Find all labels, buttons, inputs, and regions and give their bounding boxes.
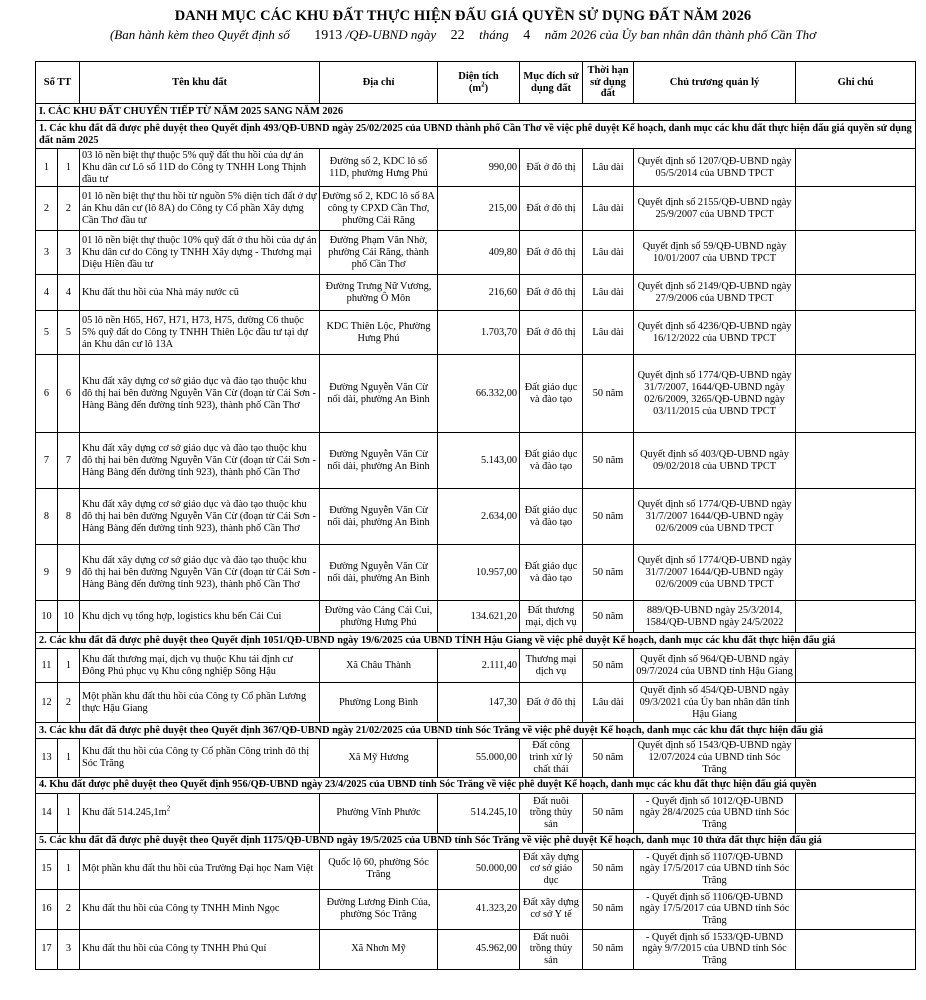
row-number: 9 [36,545,58,601]
land-purpose: Đất nuôi trồng thủy sản [520,793,583,833]
land-note [796,187,916,231]
group-row-number: 1 [58,849,80,889]
row-number: 12 [36,683,58,723]
table-row [36,489,916,545]
table-row [36,311,916,355]
land-area: 147,30 [438,683,520,723]
header-policy: Chủ trương quản lý [634,62,796,104]
land-policy: Quyết định số 1543/QĐ-UBND ngày 12/07/2024 của UBND tỉnh Sóc Trăng [634,739,796,777]
land-area: 990,00 [438,149,520,187]
land-term: Lâu dài [583,187,634,231]
land-term: Lâu dài [583,311,634,355]
table-row [36,649,916,683]
land-name: Khu đất xây dựng cơ sở giáo dục và đào tạo thuộc khu đô thị hai bên đường Nguyễn Văn Cừ (đoạn từ Cái Sơn - Hàng Bàng đến đường tỉnh 923), thành phố Cần Thơ [80,355,320,433]
header-area-unit: (m [468,82,482,94]
decision-number: 1913 [314,28,343,43]
land-area: 134.621,20 [438,601,520,633]
table-row [36,601,916,633]
table-row [36,149,916,187]
table-row [36,683,916,723]
land-address: Đường vào Cảng Cái Cui, phường Hưng Phú [320,601,438,633]
table-row [36,433,916,489]
land-policy: Quyết định số 2155/QĐ-UBND ngày 25/9/2007 của UBND TPCT [634,187,796,231]
land-policy: Quyết định số 4236/QĐ-UBND ngày 16/12/2022 của UBND TPCT [634,311,796,355]
land-area: 45.962,00 [438,929,520,969]
land-note [796,355,916,433]
land-term: Lâu dài [583,683,634,723]
land-address: Đường Nguyễn Văn Cừ nối dài, phường An Bình [320,433,438,489]
land-name [80,793,320,833]
row-number: 5 [36,311,58,355]
land-policy: 889/QĐ-UBND ngày 25/3/2014, 1584/QĐ-UBND ngày 24/5/2022 [634,601,796,633]
row-number: 2 [36,187,58,231]
land-policy: - Quyết định số 1107/QĐ-UBND ngày 17/5/2017 của UBND tỉnh Sóc Trăng [634,849,796,889]
row-number: 10 [36,601,58,633]
land-name: Khu đất thương mại, dịch vụ thuộc Khu tái định cư Đông Phú phục vụ Khu công nghiệp Sông Hậu [80,649,320,683]
land-name: Khu đất thu hồi của Công ty TNHH Phú Quí [80,929,320,969]
land-name-text: Khu đất 514.245,1m [82,807,167,819]
group-row-number: 8 [58,489,80,545]
header-area [438,62,520,104]
group-heading: 2. Các khu đất đã được phê duyệt theo Quyết định 1051/QĐ-UBND ngày 19/6/2025 của UBND TỈNH Hậu Giang về việc phê duyệt Kế hoạch, danh mục các khu đất thực hiện đấu giá [36,633,916,649]
land-name: 01 lô nền biệt thự thuộc 10% quỹ đất ở thu hồi của dự án Khu dân cư do Công ty TNHH Xây dựng - Thương mại Diệu Hiền đầu tư [80,231,320,275]
land-purpose: Đất ở đô thị [520,275,583,311]
land-policy: Quyết định số 403/QĐ-UBND ngày 09/02/2018 của UBND TPCT [634,433,796,489]
table-row [36,355,916,433]
group-heading: 3. Các khu đất đã được phê duyệt theo Quyết định 367/QĐ-UBND ngày 21/02/2025 của UBND tỉnh Sóc Trăng về việc phê duyệt Kế hoạch, danh mục các khu đất thực hiện đấu giá [36,723,916,739]
land-address: Đường Lương Đình Của, phường Sóc Trăng [320,889,438,929]
land-term: 50 năm [583,849,634,889]
table-row [36,275,916,311]
group-heading-row [36,833,916,849]
land-purpose: Đất xây dựng cơ sở giáo dục [520,849,583,889]
land-name: Một phần khu đất thu hồi của Trường Đại học Nam Việt [80,849,320,889]
land-note [796,311,916,355]
table-body [36,104,916,970]
land-purpose: Đất thương mại, dịch vụ [520,601,583,633]
group-row-number: 2 [58,683,80,723]
subtitle-suffix: năm 2026 của Ủy ban nhân dân thành phố Cần Thơ [544,27,817,42]
group-row-number: 10 [58,601,80,633]
land-address: Đường Nguyễn Văn Cừ nối dài, phường An Bình [320,545,438,601]
land-name: Khu đất xây dựng cơ sở giáo dục và đào tạo thuộc khu đô thị hai bên đường Nguyễn Văn Cừ (đoạn từ Cái Sơn - Hàng Bàng đến đường tỉnh 923), thành phố Cần Thơ [80,545,320,601]
land-area: 41.323,20 [438,889,520,929]
document-subtitle [0,27,926,44]
table-row [36,187,916,231]
land-name: Một phần khu đất thu hồi của Công ty Cổ phần Lương thực Hậu Giang [80,683,320,723]
land-address: Đường Phạm Văn Nhờ, phường Cái Răng, thành phố Cần Thơ [320,231,438,275]
land-term: 50 năm [583,355,634,433]
header-stt: Số TT [36,62,80,104]
land-area: 216,60 [438,275,520,311]
land-area: 2.111,40 [438,649,520,683]
land-address: Xã Nhơn Mỹ [320,929,438,969]
group-row-number: 9 [58,545,80,601]
table-row [36,849,916,889]
table-row [36,739,916,777]
land-purpose: Đất giáo dục và đào tạo [520,433,583,489]
land-policy: Quyết định số 1774/QĐ-UBND ngày 31/7/2007 1644/QĐ-UBND ngày 02/6/2009 của UBND TPCT [634,489,796,545]
land-term: 50 năm [583,649,634,683]
land-area: 215,00 [438,187,520,231]
land-name: Khu đất thu hồi của Nhà máy nước cũ [80,275,320,311]
land-note [796,545,916,601]
table-row [36,231,916,275]
land-note [796,231,916,275]
group-heading: 1. Các khu đất đã được phê duyệt theo Quyết định 493/QĐ-UBND ngày 25/02/2025 của UBND thành phố Cần Thơ về việc phê duyệt Kế hoạch, danh mục các khu đất thực hiện đấu giá quyền sử dụng đất năm 2025 [36,121,916,149]
group-row-number: 2 [58,889,80,929]
row-number: 3 [36,231,58,275]
subtitle-mid2: tháng [479,27,509,42]
header-name: Tên khu đất [80,62,320,104]
land-note [796,889,916,929]
land-address: Đường số 2, KDC lô số 11D, phường Hưng Phú [320,149,438,187]
land-term: Lâu dài [583,149,634,187]
land-term: 50 năm [583,889,634,929]
group-row-number: 6 [58,355,80,433]
table-row [36,793,916,833]
land-term: 50 năm [583,489,634,545]
header-address: Địa chỉ [320,62,438,104]
header-area-unit-end: ) [484,82,489,94]
land-address: Xã Mỹ Hương [320,739,438,777]
header-area-label: Diện tích [458,70,499,82]
header-row [36,62,916,104]
group-heading-row [36,121,916,149]
row-number: 11 [36,649,58,683]
section-heading: I. CÁC KHU ĐẤT CHUYỂN TIẾP TỪ NĂM 2025 SANG NĂM 2026 [36,104,916,121]
land-purpose: Đất ở đô thị [520,231,583,275]
table-row [36,545,916,601]
land-note [796,849,916,889]
land-note [796,683,916,723]
land-purpose: Đất xây dựng cơ sở Y tế [520,889,583,929]
land-purpose: Thương mại dịch vụ [520,649,583,683]
land-purpose: Đất ở đô thị [520,149,583,187]
land-purpose: Đất nuôi trồng thủy sản [520,929,583,969]
land-note [796,649,916,683]
group-row-number: 1 [58,793,80,833]
subtitle-prefix: (Ban hành kèm theo Quyết định số [109,27,290,42]
row-number: 7 [36,433,58,489]
land-term: 50 năm [583,793,634,833]
land-policy: Quyết định số 1774/QĐ-UBND ngày 31/7/2007, 1644/QĐ-UBND ngày 02/6/2009, 3265/QĐ-UBND ngày 03/11/2015 của UBND TPCT [634,355,796,433]
land-purpose: Đất ở đô thị [520,683,583,723]
land-policy: Quyết định số 1207/QĐ-UBND ngày 05/5/2014 của UBND TPCT [634,149,796,187]
land-name-sup: 2 [166,804,171,813]
header-term: Thời hạn sử dụng đất [583,62,634,104]
land-policy: Quyết định số 59/QĐ-UBND ngày 10/01/2007 của UBND TPCT [634,231,796,275]
row-number: 15 [36,849,58,889]
land-name: Khu dịch vụ tổng hợp, logistics khu bến Cái Cui [80,601,320,633]
group-heading-row [36,723,916,739]
land-policy: - Quyết định số 1106/QĐ-UBND ngày 17/5/2017 của UBND tỉnh Sóc Trăng [634,889,796,929]
row-number: 6 [36,355,58,433]
land-area: 1.703,70 [438,311,520,355]
table-row [36,889,916,929]
land-note [796,601,916,633]
land-term: 50 năm [583,739,634,777]
group-row-number: 5 [58,311,80,355]
header-purpose: Mục đích sử dụng đất [520,62,583,104]
land-address: Đường Nguyễn Văn Cừ nối dài, phường An Bình [320,489,438,545]
land-note [796,275,916,311]
land-area: 10.957,00 [438,545,520,601]
land-name: Khu đất xây dựng cơ sở giáo dục và đào tạo thuộc khu đô thị hai bên đường Nguyễn Văn Cừ (đoạn từ Cái Sơn - Hàng Bàng đến đường tỉnh 923), thành phố Cần Thơ [80,489,320,545]
land-area: 50.000,00 [438,849,520,889]
land-policy: Quyết định số 964/QĐ-UBND ngày 09/7/2024 của UBND tỉnh Hậu Giang [634,649,796,683]
document-title: DANH MỤC CÁC KHU ĐẤT THỰC HIỆN ĐẤU GIÁ QUYỀN SỬ DỤNG ĐẤT NĂM 2026 [174,8,752,24]
land-note [796,793,916,833]
group-heading-row [36,633,916,649]
land-area: 2.634,00 [438,489,520,545]
land-note [796,489,916,545]
subtitle-mid1: /QĐ-UBND ngày [345,27,437,42]
land-address: Xã Châu Thành [320,649,438,683]
land-purpose: Đất giáo dục và đào tạo [520,489,583,545]
group-heading-row [36,777,916,793]
land-address: Đường số 2, KDC lô số 8A công ty CPXD Cần Thơ, phường Cái Răng [320,187,438,231]
land-address: Phường Vĩnh Phước [320,793,438,833]
land-address: Quốc lộ 60, phường Sóc Trăng [320,849,438,889]
group-row-number: 1 [58,649,80,683]
land-address: Phường Long Bình [320,683,438,723]
row-number: 14 [36,793,58,833]
land-term: 50 năm [583,929,634,969]
land-address: KDC Thiên Lộc, Phường Hưng Phú [320,311,438,355]
land-name: 03 lô nền biệt thự thuộc 5% quỹ đất thu hồi của dự án Khu dân cư Lô số 11D do Công ty TNHH Long Thịnh đầu tư [80,149,320,187]
land-list-table [35,61,916,970]
group-heading: 4. Khu đất được phê duyệt theo Quyết định 956/QĐ-UBND ngày 23/4/2025 của UBND tỉnh Sóc Trăng về việc phê duyệt Kế hoạch, danh mục các khu đất thực hiện đấu giá quyền [36,777,916,793]
land-policy: Quyết định số 454/QĐ-UBND ngày 09/3/2021 của Ủy ban nhân dân tỉnh Hậu Giang [634,683,796,723]
group-row-number: 2 [58,187,80,231]
land-area: 514.245,10 [438,793,520,833]
land-term: 50 năm [583,433,634,489]
land-name: Khu đất thu hồi của Công ty TNHH Minh Ngọc [80,889,320,929]
header-area-unit-sup: 2 [481,80,485,88]
row-number: 4 [36,275,58,311]
table-row [36,929,916,969]
land-policy: - Quyết định số 1533/QĐ-UBND ngày 9/7/2015 của UBND tỉnh Sóc Trăng [634,929,796,969]
land-name: 05 lô nền H65, H67, H71, H73, H75, đường C6 thuộc 5% quỹ đất do Công ty TNHH Thiên Lộc đầu tư tại dự án Khu dân cư lô 13A [80,311,320,355]
land-area: 66.332,00 [438,355,520,433]
land-purpose: Đất giáo dục và đào tạo [520,545,583,601]
land-name: Khu đất xây dựng cơ sở giáo dục và đào tạo thuộc khu đô thị hai bên đường Nguyễn Văn Cừ (đoạn từ Cái Sơn - Hàng Bàng đến đường tỉnh 923), thành phố Cần Thơ [80,433,320,489]
land-policy: - Quyết định số 1012/QĐ-UBND ngày 28/4/2025 của UBND tỉnh Sóc Trăng [634,793,796,833]
land-policy: Quyết định số 1774/QĐ-UBND ngày 31/7/2007 1644/QĐ-UBND ngày 02/6/2009 của UBND TPCT [634,545,796,601]
land-note [796,929,916,969]
land-name: 01 lô nền biệt thự thu hồi từ nguồn 5% diện tích đất ở dự án Khu dân cư (lô 8A) do Công ty Cổ phần Xây dựng Cần Thơ đầu tư [80,187,320,231]
land-term: 50 năm [583,545,634,601]
land-area: 409,80 [438,231,520,275]
land-policy: Quyết định số 2149/QĐ-UBND ngày 27/9/2006 của UBND TPCT [634,275,796,311]
land-address: Đường Nguyễn Văn Cừ nối dài, phường An Bình [320,355,438,433]
land-note [796,433,916,489]
header-note: Ghi chú [796,62,916,104]
land-area: 5.143,00 [438,433,520,489]
section-row [36,104,916,121]
land-purpose: Đất giáo dục và đào tạo [520,355,583,433]
land-address: Đường Trưng Nữ Vương, phường Ô Môn [320,275,438,311]
land-purpose: Đất ở đô thị [520,311,583,355]
group-heading: 5. Các khu đất đã được phê duyệt theo Quyết định 1175/QĐ-UBND ngày 19/5/2025 của UBND tỉnh Sóc Trăng về việc phê duyệt Kế hoạch, danh mục 10 thửa đất thực hiện đấu giá [36,833,916,849]
decision-day: 22 [450,28,465,43]
land-purpose: Đất công trình xử lý chất thải [520,739,583,777]
group-row-number: 3 [58,929,80,969]
decision-month: 4 [523,28,531,43]
row-number: 8 [36,489,58,545]
land-term: 50 năm [583,601,634,633]
row-number: 1 [36,149,58,187]
group-row-number: 7 [58,433,80,489]
land-note [796,149,916,187]
land-area: 55.000,00 [438,739,520,777]
land-term: Lâu dài [583,231,634,275]
row-number: 17 [36,929,58,969]
land-note [796,739,916,777]
row-number: 13 [36,739,58,777]
group-row-number: 1 [58,149,80,187]
group-row-number: 3 [58,231,80,275]
row-number: 16 [36,889,58,929]
group-row-number: 1 [58,739,80,777]
group-row-number: 4 [58,275,80,311]
land-name: Khu đất thu hồi của Công ty Cổ phần Công trình đô thị Sóc Trăng [80,739,320,777]
land-term: Lâu dài [583,275,634,311]
land-purpose: Đất ở đô thị [520,187,583,231]
